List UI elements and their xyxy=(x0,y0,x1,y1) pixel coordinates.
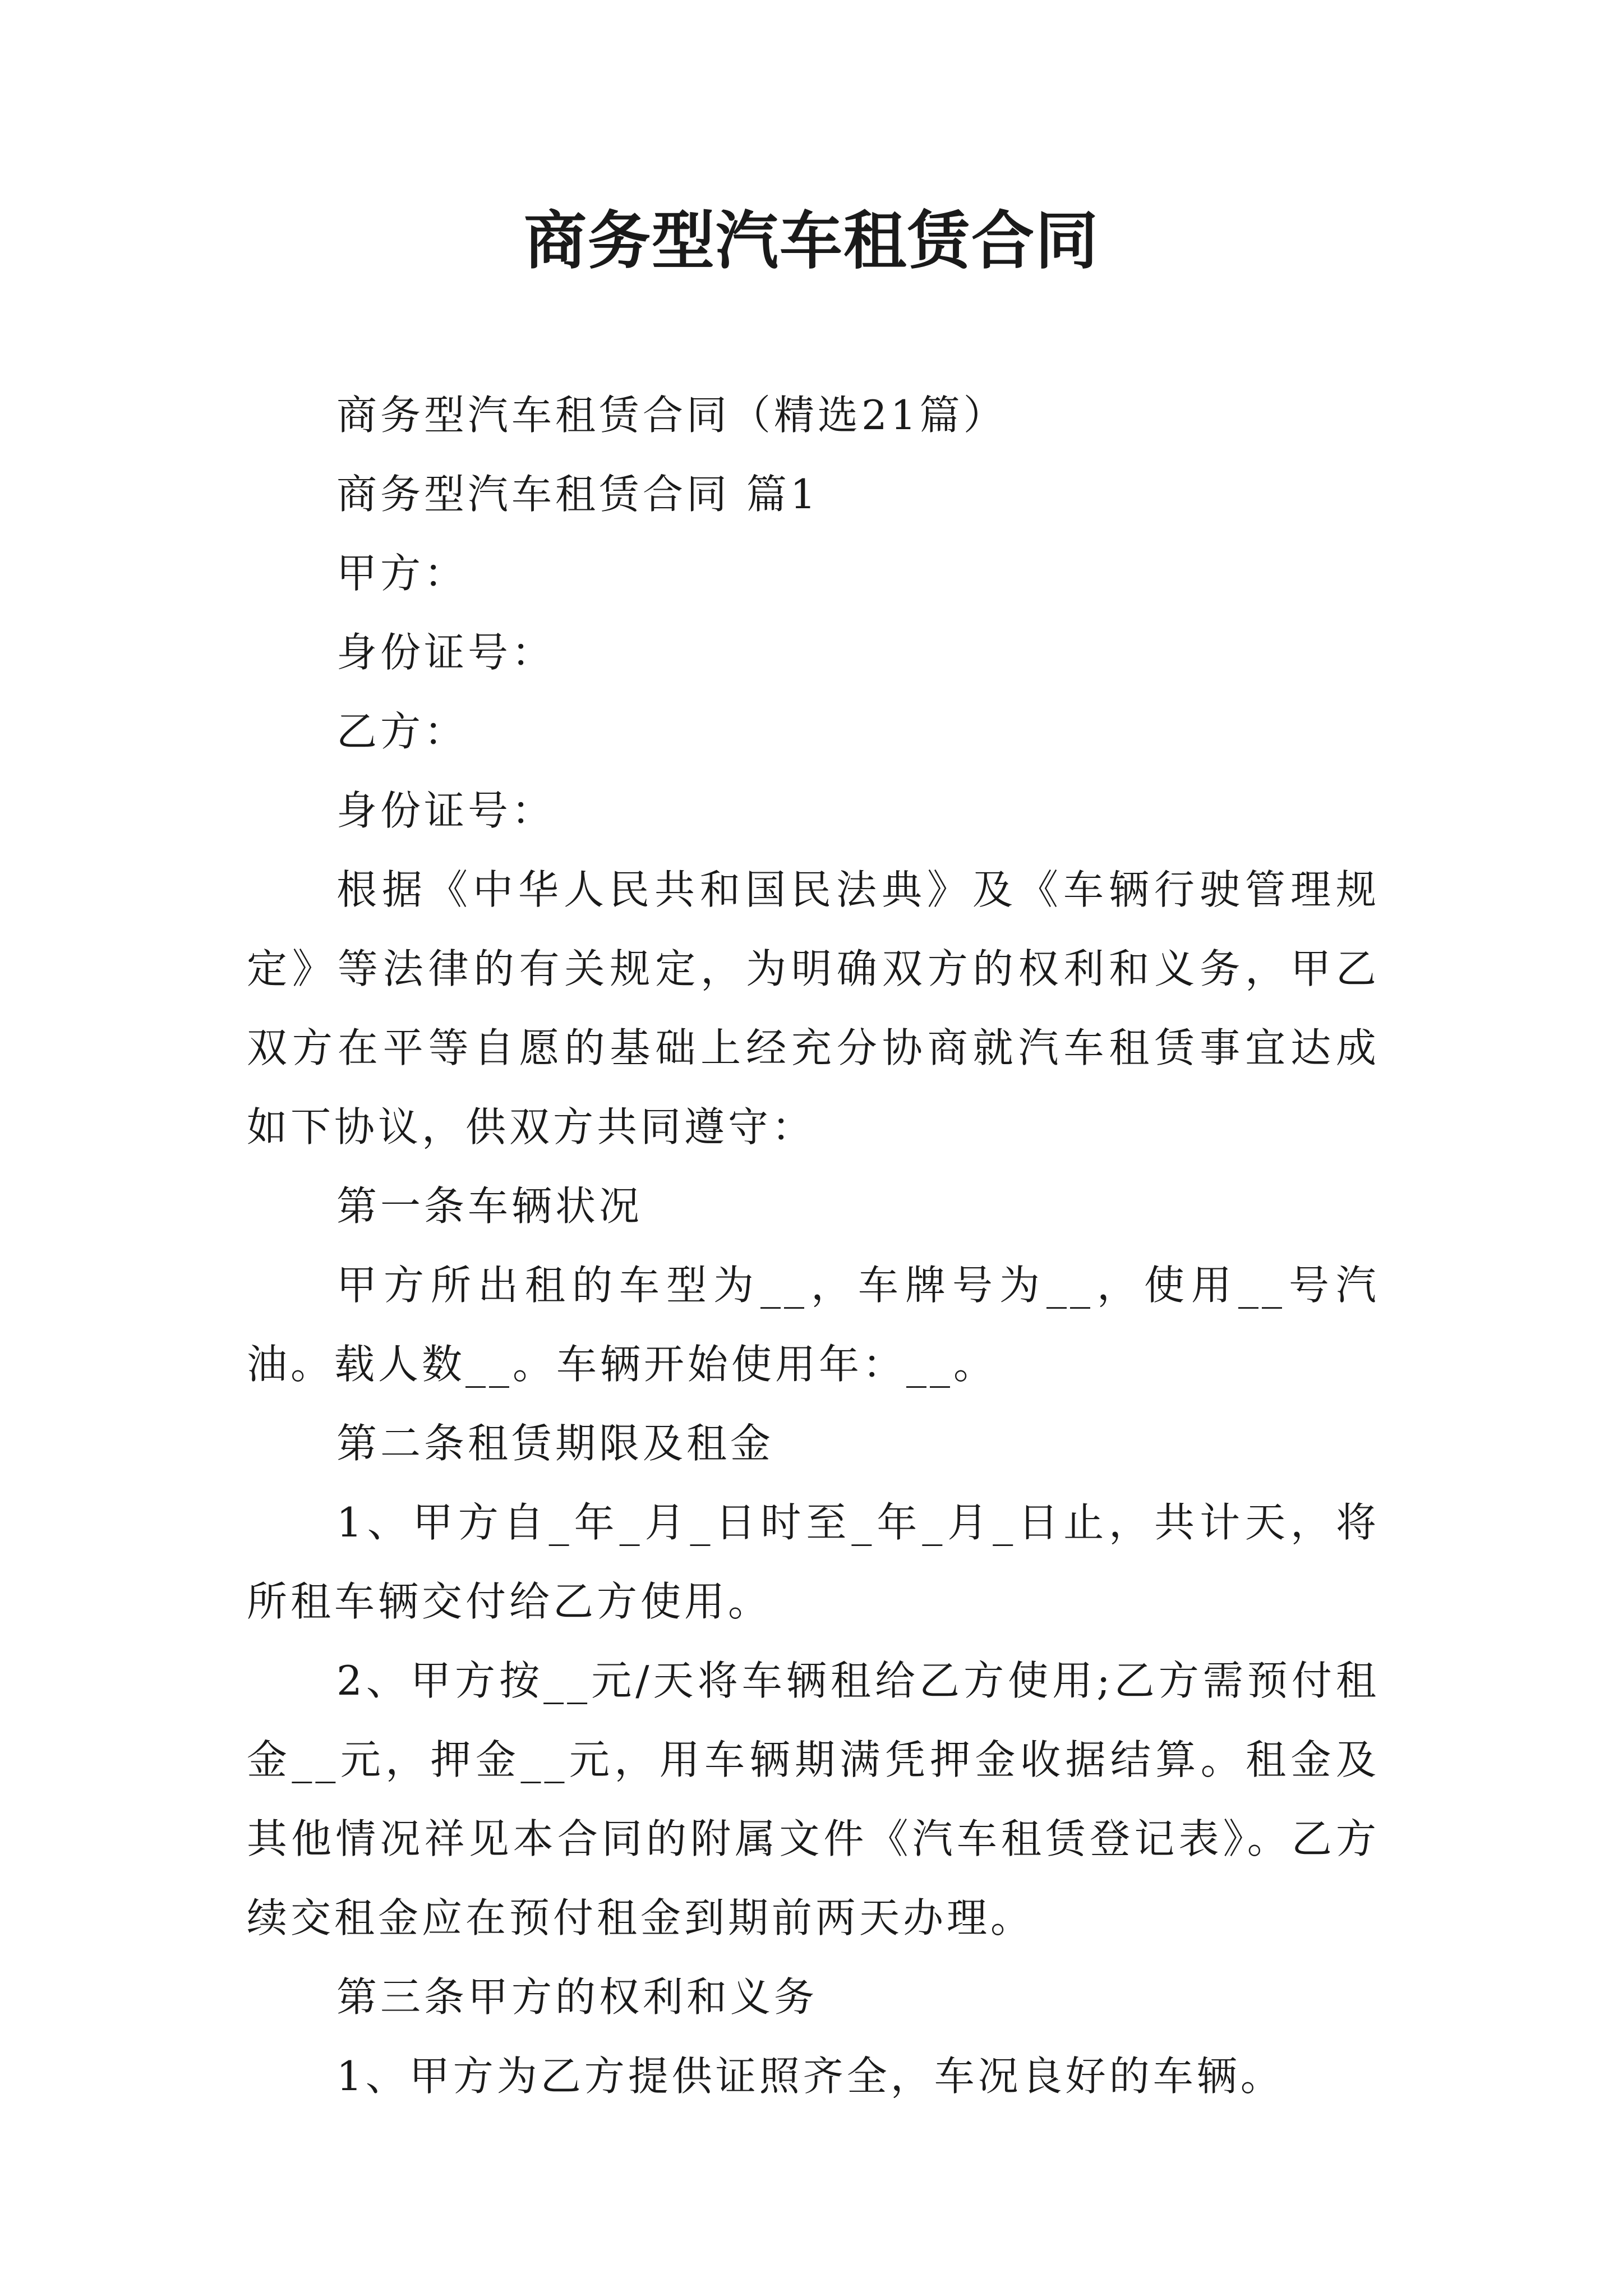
document-title: 商务型汽车租赁合同 xyxy=(524,204,1099,278)
paragraph-party-b: 乙方： xyxy=(336,708,468,755)
paragraph-article-1-body: 甲方所出租的车型为__，车牌号为__，使用__号汽油。载人数__。车辆开始使用年：__。 xyxy=(247,1262,1380,1388)
paragraph-party-a: 甲方： xyxy=(336,550,468,597)
paragraph-article-2-item-1: 1、甲方自_年_月_日时至_年_月_日止，共计天，将所租车辆交付给乙方使用。 xyxy=(247,1499,1380,1625)
paragraph-party-b-id: 身份证号： xyxy=(336,787,556,834)
paragraph-article-2-heading: 第二条租赁期限及租金 xyxy=(336,1420,774,1467)
paragraph-article-3-item-1: 1、甲方为乙方提供证照齐全，车况良好的车辆。 xyxy=(336,2053,1284,2100)
paragraph-article-1-heading: 第一条车辆状况 xyxy=(336,1182,643,1230)
paragraph-article-2-item-2: 2、甲方按__元/天将车辆租给乙方使用;乙方需预付租金__元，押金__元，用车辆期满凭押金收据结算。租金及其他情况祥见本合同的附属文件《汽车租赁登记表》。乙方续交租金应在预付租金到期前两天办理。 xyxy=(247,1657,1380,1941)
paragraph-preamble: 根据《中华人民共和国民法典》及《车辆行驶管理规定》等法律的有关规定，为明确双方的权利和义务，甲乙双方在平等自愿的基础上经充分协商就汽车租赁事宜达成如下协议，供双方共同遵守： xyxy=(247,866,1380,1151)
paragraph-party-a-id: 身份证号： xyxy=(336,629,556,676)
paragraph-article-3-heading: 第三条甲方的权利和义务 xyxy=(336,1973,818,2021)
paragraph-section-heading: 商务型汽车租赁合同 篇1 xyxy=(336,471,819,518)
paragraph-subtitle: 商务型汽车租赁合同（精选21篇） xyxy=(336,392,1007,439)
document-body xyxy=(247,376,1380,2116)
